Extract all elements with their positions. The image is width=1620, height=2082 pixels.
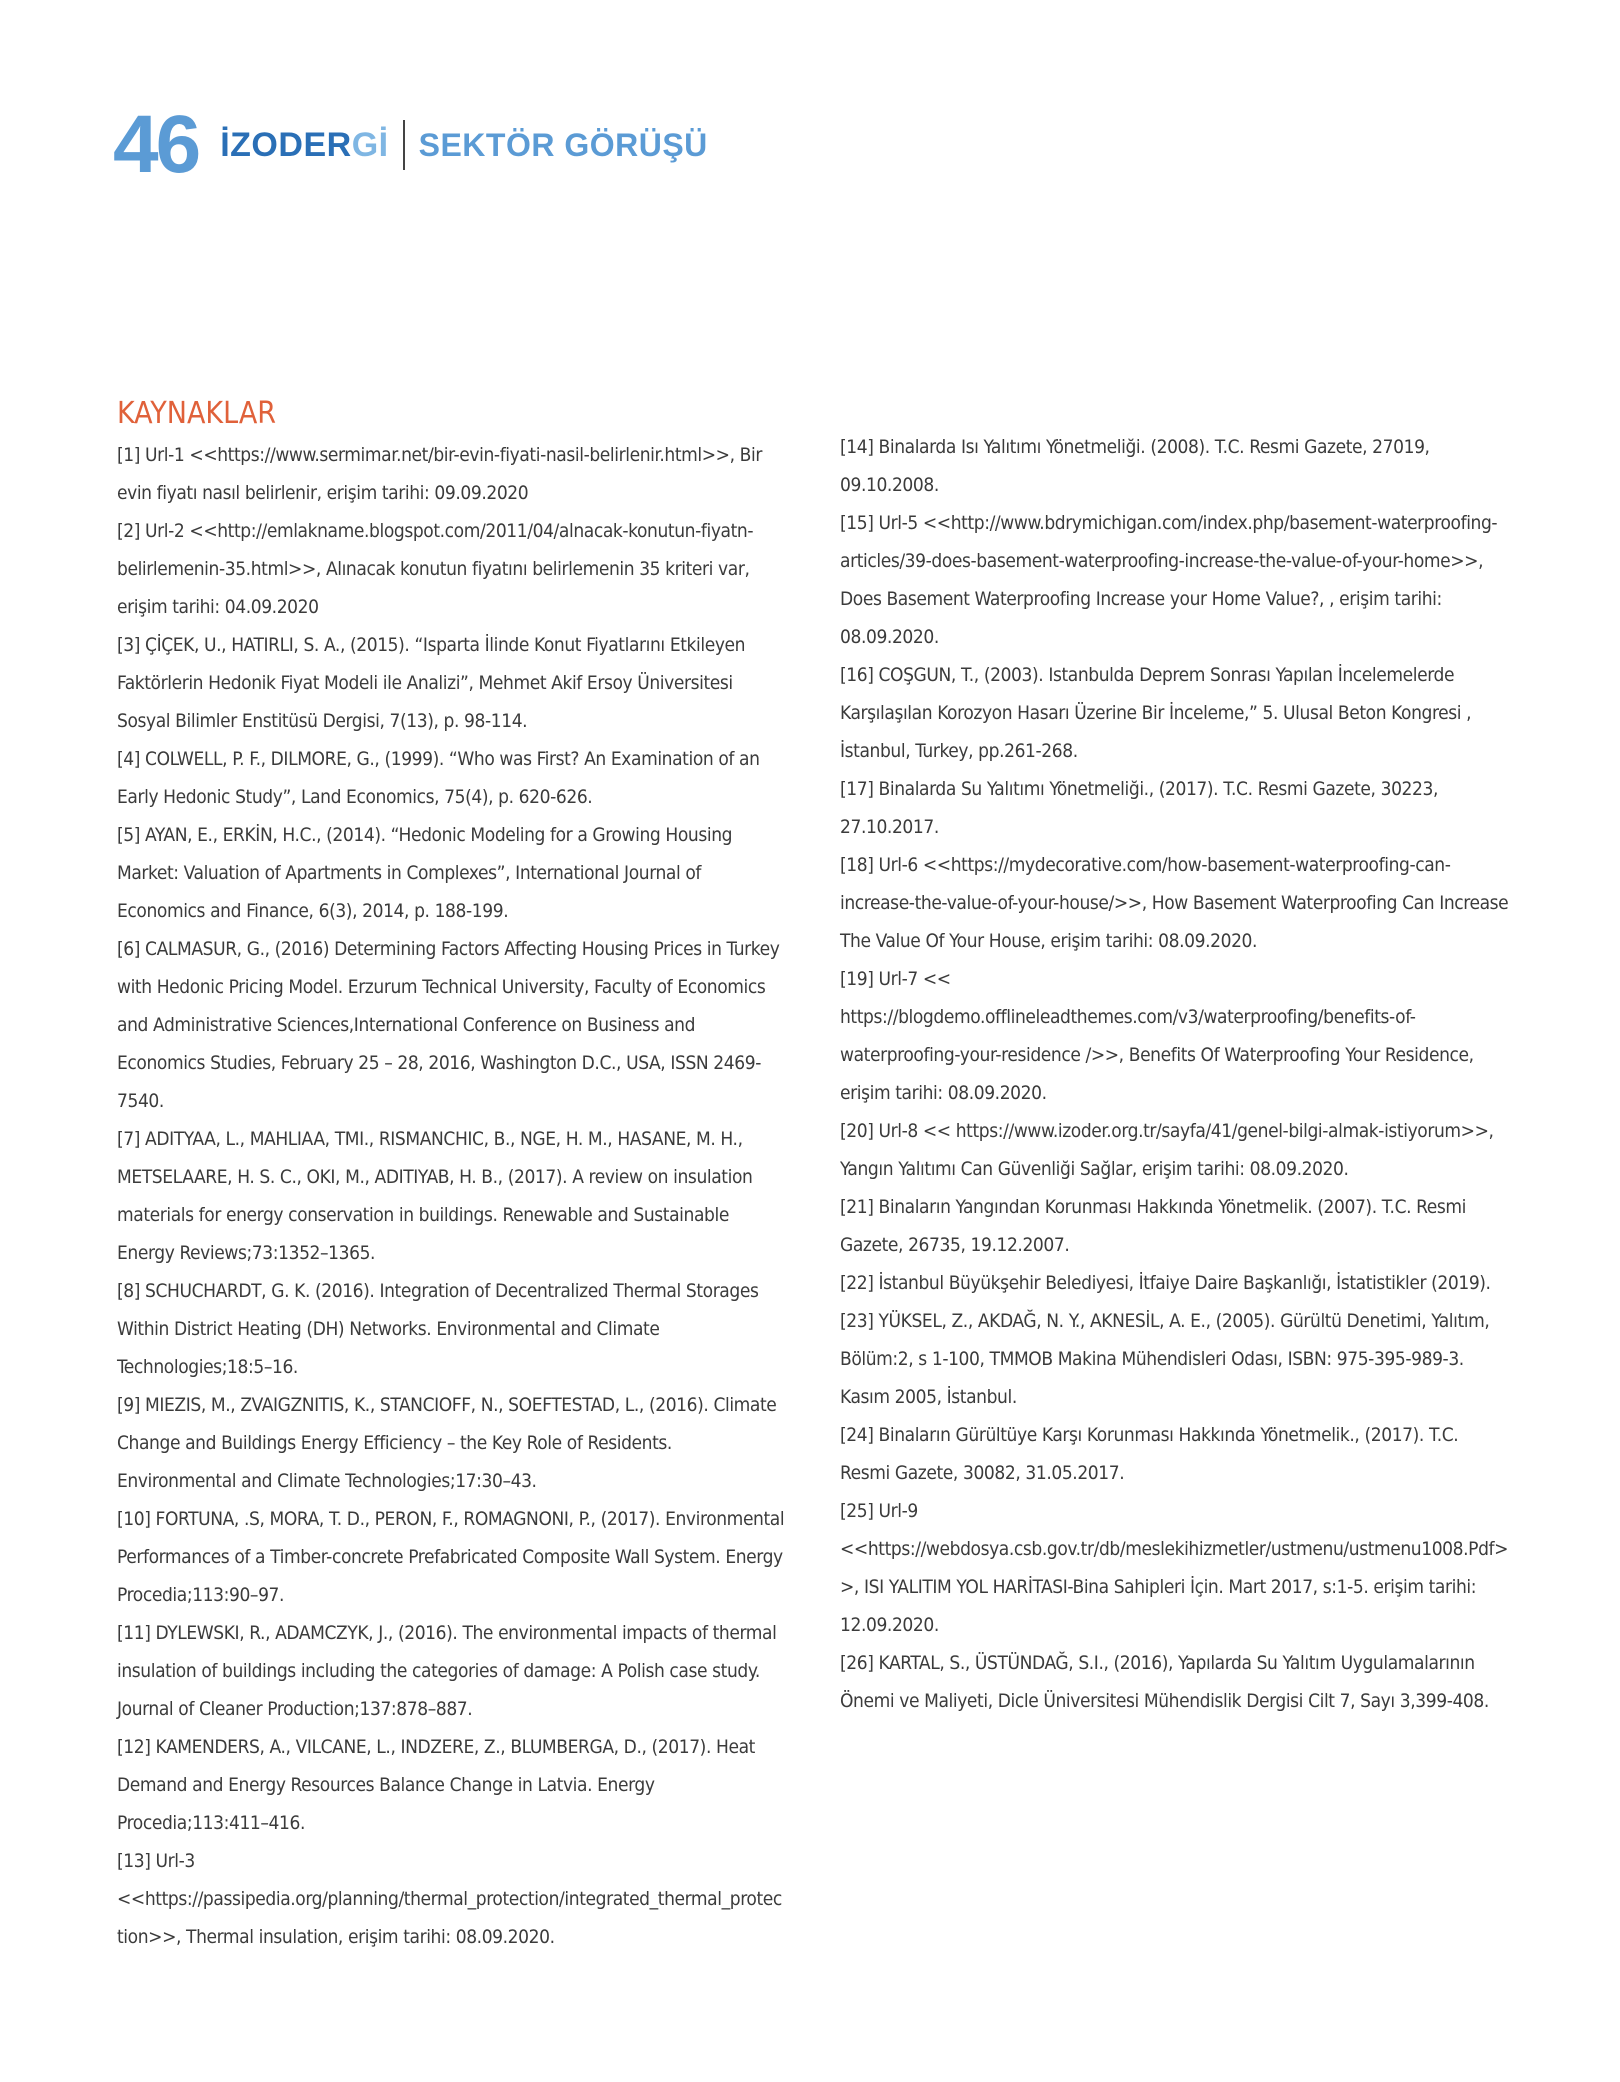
reference-item: [15] Url-5 <<http://www.bdrymichigan.com/index.php/basement-waterproofing-articles/39-does-basement-waterproofing-increase-the-value-of-your-home>>, Does Basement Waterproofing Increase your Home Value?, , erişim tarihi: 08.09.2020. (840, 512, 1498, 648)
references-right-column (840, 428, 1510, 1720)
reference-item: [3] ÇİÇEK, U., HATIRLI, S. A., (2015). “Isparta İlinde Konut Fiyatlarını Etkileyen Faktörlerin Hedonik Fiyat Modeli ile Analizi”, Mehmet Akif Ersoy Üniversitesi Sosyal Bilimler Enstitüsü Dergisi, 7(13), p. 98-114. (117, 634, 746, 732)
reference-item: [2] Url-2 <<http://emlakname.blogspot.com/2011/04/alnacak-konutun-fiyatn-belirlemenin-35.html>>, Alınacak konutun fiyatını belirlemenin 35 kriteri var, erişim tarihi: 04.09.2020 (117, 520, 754, 618)
reference-item: [5] AYAN, E., ERKİN, H.C., (2014). “Hedonic Modeling for a Growing Housing Market: Valuation of Apartments in Complexes”, International Journal of Economics and Finance, 6(3), 2014, p. 188-199. (117, 824, 733, 922)
reference-item: [22] İstanbul Büyükşehir Belediyesi, İtfaiye Daire Başkanlığı, İstatistikler (2019). (840, 1272, 1491, 1294)
reference-item: [26] KARTAL, S., ÜSTÜNDAĞ, S.I., (2016), Yapılarda Su Yalıtım Uygulamalarının Önemi ve Maliyeti, Dicle Üniversitesi Mühendislik Dergisi Cilt 7, Sayı 3,399-408. (840, 1652, 1489, 1712)
reference-item: [21] Binaların Yangından Korunması Hakkında Yönetmelik. (2007). T.C. Resmi Gazete, 26735, 19.12.2007. (840, 1196, 1467, 1256)
section-title: SEKTÖR GÖRÜŞÜ (418, 126, 708, 163)
reference-item: [7] ADITYAA, L., MAHLIAA, TMI., RISMANCHIC, B., NGE, H. M., HASANE, M. H., METSELAARE, H. S. C., OKI, M., ADITIYAB, H. B., (2017). A review on insulation materials for energy conservation in buildings. Renewable and Sustainable Energy Reviews;73:1352–1365. (117, 1128, 753, 1264)
logo-gi: Gİ (351, 126, 389, 164)
reference-item: [1] Url-1 <<https://www.sermimar.net/bir-evin-fiyati-nasil-belirlenir.html>>, Bir evin fiyatı nasıl belirlenir, erişim tarihi: 09.09.2020 (117, 444, 762, 504)
reference-item: [17] Binalarda Su Yalıtımı Yönetmeliği., (2017). T.C. Resmi Gazete, 30223, 27.10.2017. (840, 778, 1438, 838)
logo-der: DER (278, 126, 352, 164)
page-number: 46 (113, 99, 199, 190)
reference-item: [14] Binalarda Isı Yalıtımı Yönetmeliği. (2008). T.C. Resmi Gazete, 27019, 09.10.2008. (840, 436, 1430, 496)
references-heading: KAYNAKLAR (117, 396, 277, 431)
reference-item: [10] FORTUNA, .S, MORA, T. D., PERON, F., ROMAGNONI, P., (2017). Environmental Performances of a Timber-concrete Prefabricated Composite Wall System. Energy Procedia;113:90–97. (117, 1508, 785, 1606)
reference-item: [12] KAMENDERS, A., VILCANE, L., INDZERE, Z., BLUMBERGA, D., (2017). Heat Demand and Energy Resources Balance Change in Latvia. Energy Procedia;113:411–416. (117, 1736, 755, 1834)
references-left-column (117, 392, 787, 1956)
reference-item: [20] Url-8 << https://www.izoder.org.tr/sayfa/41/genel-bilgi-almak-istiyorum>>, Yangın Yalıtımı Can Güvenliği Sağlar, erişim tarihi: 08.09.2020. (840, 1120, 1494, 1180)
reference-item: [16] COŞGUN, T., (2003). Istanbulda Deprem Sonrası Yapılan İncelemelerde Karşılaşılan Korozyon Hasarı Üzerine Bir İnceleme,” 5. Ulusal Beton Kongresi , İstanbul, Turkey, pp.261-268. (840, 664, 1472, 762)
reference-item: [4] COLWELL, P. F., DILMORE, G., (1999). “Who was First? An Examination of an Early Hedonic Study”, Land Economics, 75(4), p. 620-626. (117, 748, 760, 808)
reference-item: [19] Url-7 << https://blogdemo.offlineleadthemes.com/v3/waterproofing/benefits-of-waterproofing-your-residence />>, Benefits Of Waterproofing Your Residence, erişim tarihi: 08.09.2020. (840, 968, 1474, 1104)
reference-item: [6] CALMASUR, G., (2016) Determining Factors Affecting Housing Prices in Turkey with Hedonic Pricing Model. Erzurum Technical University, Faculty of Economics and Administrative Sciences,International Conference on Business and Economics Studies, February 25 – 28, 2016, Washington D.C., USA, ISSN 2469-7540. (117, 938, 780, 1112)
magazine-logo (220, 128, 388, 162)
header-divider (403, 120, 405, 170)
reference-item: [18] Url-6 <<https://mydecorative.com/how-basement-waterproofing-can-increase-the-value-of-your-house/>>, How Basement Waterproofing Can Increase The Value Of Your House, erişim tarihi: 08.09.2020. (840, 854, 1509, 952)
page-header (113, 100, 708, 190)
reference-item: [13] Url-3 <<https://passipedia.org/planning/thermal_protection/integrated_thermal_protection>>, Thermal insulation, erişim tarihi: 08.09.2020. (117, 1850, 782, 1948)
reference-item: [25] Url-9 <<https://webdosya.csb.gov.tr/db/meslekihizmetler/ustmenu/ustmenu1008.Pdf>>, ISI YALITIM YOL HARİTASI-Bina Sahipleri İçin. Mart 2017, s:1-5. erişim tarihi: 12.09.2020. (840, 1500, 1509, 1636)
reference-item: [9] MIEZIS, M., ZVAIGZNITIS, K., STANCIOFF, N., SOEFTESTAD, L., (2016). Climate Change and Buildings Energy Efficiency – the Key Role of Residents. Environmental and Climate Technologies;17:30–43. (117, 1394, 777, 1492)
reference-item: [23] YÜKSEL, Z., AKDAĞ, N. Y., AKNESİL, A. E., (2005). Gürültü Denetimi, Yalıtım, Bölüm:2, s 1-100, TMMOB Makina Mühendisleri Odası, ISBN: 975-395-989-3. Kasım 2005, İstanbul. (840, 1310, 1490, 1408)
reference-item: [24] Binaların Gürültüye Karşı Korunması Hakkında Yönetmelik., (2017). T.C. Resmi Gazete, 30082, 31.05.2017. (840, 1424, 1459, 1484)
reference-item: [8] SCHUCHARDT, G. K. (2016). Integration of Decentralized Thermal Storages Within District Heating (DH) Networks. Environmental and Climate Technologies;18:5–16. (117, 1280, 759, 1378)
reference-item: [11] DYLEWSKI, R., ADAMCZYK, J., (2016). The environmental impacts of thermal insulation of buildings including the categories of damage: A Polish case study. Journal of Cleaner Production;137:878–887. (117, 1622, 777, 1720)
logo-izo: İZO (220, 126, 279, 164)
